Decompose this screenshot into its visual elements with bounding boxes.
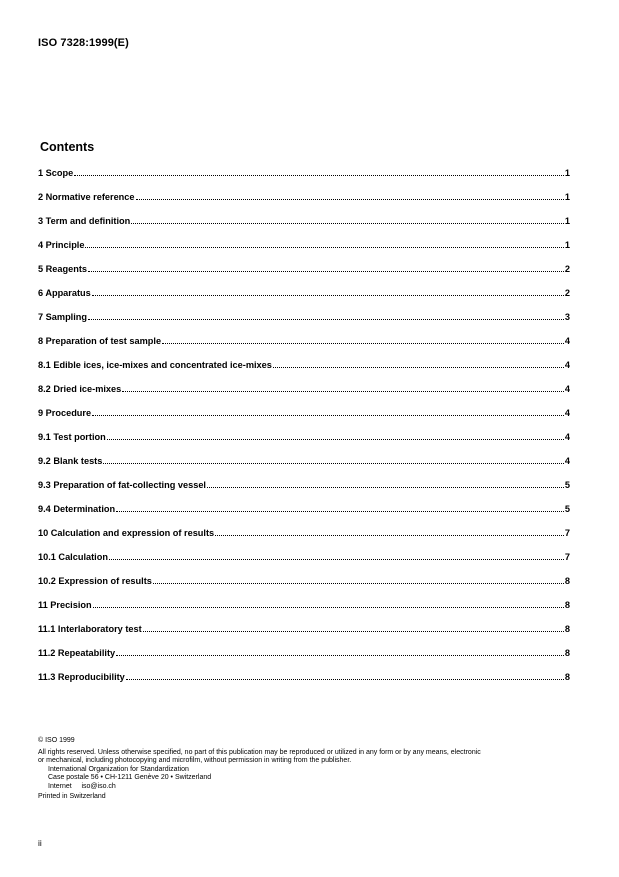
toc-entry-page: 3 <box>564 312 570 322</box>
toc-entry-page: 4 <box>564 432 570 442</box>
toc-entry-page: 2 <box>564 288 570 298</box>
internet-line <box>38 783 583 792</box>
toc-entry-title: 9 Procedure <box>38 408 92 418</box>
toc-dot-leader <box>136 192 564 200</box>
rights-line-1: All rights reserved. Unless otherwise specified, no part of this publication may be reproduced or utilized in any form or by any means, electronic <box>38 748 481 756</box>
toc-dot-leader <box>131 216 564 224</box>
toc-entry-page: 1 <box>564 216 570 226</box>
toc-entry[interactable] <box>38 360 570 384</box>
toc-entry[interactable] <box>38 600 570 624</box>
toc-dot-leader <box>162 336 564 344</box>
toc-entry[interactable] <box>38 456 570 480</box>
toc-entry-title: 8 Preparation of test sample <box>38 336 162 346</box>
toc-dot-leader <box>116 504 564 512</box>
toc-entry-page: 4 <box>564 408 570 418</box>
toc-entry-title: 11.2 Repeatability <box>38 648 116 658</box>
toc-dot-leader <box>88 312 564 320</box>
toc-entry-page: 8 <box>564 648 570 658</box>
toc-dot-leader <box>273 360 564 368</box>
toc-entry-title: 6 Apparatus <box>38 288 91 298</box>
toc-entry-title: 1 Scope <box>38 168 74 178</box>
toc-dot-leader <box>122 384 564 392</box>
toc-entry[interactable] <box>38 528 570 552</box>
toc-entry[interactable] <box>38 576 570 600</box>
organization-address: Case postale 56 • CH-1211 Genève 20 • Switzerland <box>48 774 212 782</box>
internet-address: iso@iso.ch <box>81 782 116 790</box>
toc-entry-page: 7 <box>564 552 570 562</box>
toc-dot-leader <box>143 624 564 632</box>
toc-entry-page: 8 <box>564 600 570 610</box>
copyright-line: © ISO 1999 <box>38 737 75 744</box>
internet-label: Internet <box>48 782 72 790</box>
copyright-notice <box>38 737 583 801</box>
toc-dot-leader <box>93 600 564 608</box>
toc-entry-title: 11.3 Reproducibility <box>38 672 125 682</box>
toc-entry-title: 5 Reagents <box>38 264 88 274</box>
toc-dot-leader <box>85 240 563 248</box>
toc-entry[interactable] <box>38 624 570 648</box>
toc-dot-leader <box>103 456 564 464</box>
toc-entry[interactable] <box>38 648 570 672</box>
toc-entry[interactable] <box>38 312 570 336</box>
contents-title: Contents <box>40 140 95 154</box>
toc-entry-title: 3 Term and definition <box>38 216 131 226</box>
toc-entry[interactable] <box>38 504 570 528</box>
toc-dot-leader <box>88 264 564 272</box>
toc-entry-page: 4 <box>564 336 570 346</box>
toc-entry[interactable] <box>38 552 570 576</box>
toc-entry[interactable] <box>38 336 570 360</box>
toc-entry-title: 2 Normative reference <box>38 192 135 202</box>
toc-entry[interactable] <box>38 432 570 456</box>
toc-entry-title: 10.1 Calculation <box>38 552 108 562</box>
toc-dot-leader <box>126 672 564 680</box>
toc-entry-title: 7 Sampling <box>38 312 88 322</box>
toc-entry[interactable] <box>38 240 570 264</box>
toc-entry-page: 8 <box>564 672 570 682</box>
toc-dot-leader <box>116 648 564 656</box>
toc-entry-page: 2 <box>564 264 570 274</box>
toc-entry-title: 4 Principle <box>38 240 85 250</box>
toc-entry-title: 9.3 Preparation of fat-collecting vessel <box>38 480 206 490</box>
toc-entry[interactable] <box>38 408 570 432</box>
toc-entry[interactable] <box>38 672 570 696</box>
toc-entry-page: 5 <box>564 480 570 490</box>
toc-entry-page: 4 <box>564 456 570 466</box>
toc-entry-title: 10.2 Expression of results <box>38 576 152 586</box>
toc-entry-title: 11 Precision <box>38 600 92 610</box>
toc-entry[interactable] <box>38 384 570 408</box>
toc-entry-title: 8.1 Edible ices, ice-mixes and concentrated ice-mixes <box>38 360 272 370</box>
table-of-contents <box>38 168 570 696</box>
toc-entry-title: 9.1 Test portion <box>38 432 106 442</box>
toc-entry-page: 1 <box>564 192 570 202</box>
toc-entry[interactable] <box>38 192 570 216</box>
toc-entry[interactable] <box>38 168 570 192</box>
toc-dot-leader <box>109 552 564 560</box>
toc-entry[interactable] <box>38 480 570 504</box>
toc-entry[interactable] <box>38 216 570 240</box>
toc-entry-title: 9.4 Determination <box>38 504 116 514</box>
toc-entry-title: 9.2 Blank tests <box>38 456 103 466</box>
toc-entry[interactable] <box>38 264 570 288</box>
toc-entry-page: 7 <box>564 528 570 538</box>
toc-dot-leader <box>92 288 564 296</box>
toc-dot-leader <box>153 576 564 584</box>
toc-entry-page: 1 <box>564 168 570 178</box>
organization-name: International Organization for Standardization <box>48 765 189 773</box>
page-number: ii <box>38 838 42 848</box>
toc-entry[interactable] <box>38 288 570 312</box>
rights-line-2: or mechanical, including photocopying and microfilm, without permission in writing from the publisher. <box>38 757 352 765</box>
toc-dot-leader <box>215 528 564 536</box>
toc-entry-page: 8 <box>564 624 570 634</box>
toc-dot-leader <box>107 432 564 440</box>
toc-entry-page: 4 <box>564 360 570 370</box>
toc-entry-page: 5 <box>564 504 570 514</box>
toc-dot-leader <box>74 168 564 176</box>
document-header: ISO 7328:1999(E) <box>38 37 129 49</box>
toc-entry-title: 11.1 Interlaboratory test <box>38 624 142 634</box>
toc-dot-leader <box>92 408 564 416</box>
toc-entry-title: 10 Calculation and expression of results <box>38 528 215 538</box>
toc-dot-leader <box>207 480 564 488</box>
toc-entry-page: 4 <box>564 384 570 394</box>
toc-entry-title: 8.2 Dried ice-mixes <box>38 384 122 394</box>
toc-entry-page: 8 <box>564 576 570 586</box>
printed-in: Printed in Switzerland <box>38 792 106 800</box>
toc-entry-page: 1 <box>564 240 570 250</box>
